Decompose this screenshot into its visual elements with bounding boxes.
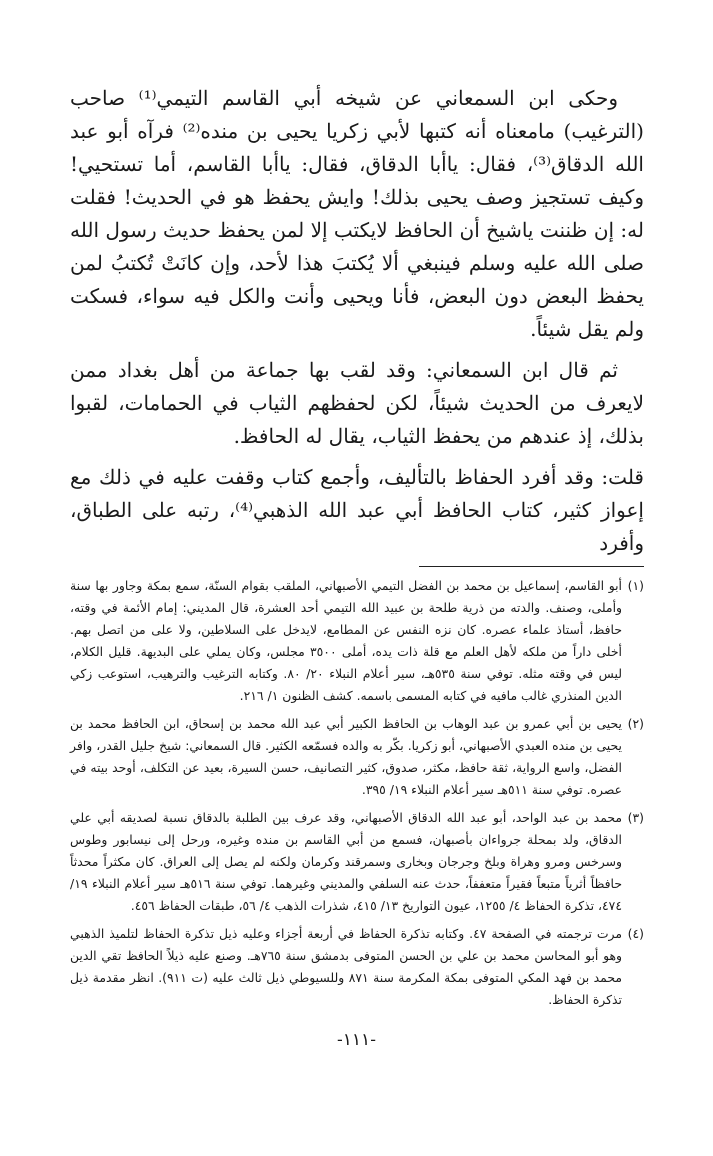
body-paragraph-1: وحكى ابن السمعاني عن شيخه أبي القاسم التيمي⁽¹⁾ صاحب (الترغيب) مامعناه أنه كتبها لأبي زكريا يحيى بن منده⁽²⁾ فرآه أبو عبد الله الدقاق⁽³⁾، فقال: ياأبا الدقاق، فقال: ياأبا القاسم، أما تستحيي! وكيف تستجيز وصف يحيى بذلك! وايش يحفظ هو في الحديث! فقلت له: إن ظننت ياشيخ أن الحافظ لايكتب إلا لمن يحفظ حديث رسول الله صلى الله عليه وسلم فينبغي ألا يُكتبَ هذا لأحد، وإن كانَتْ تُكتبُ لمن يحفظ البعض دون البعض، فأنا ويحيى وأنت والكل فيه سواء، فسكت ولم يقل شيئاً. [70, 86, 644, 341]
footnote-2 [70, 713, 644, 801]
book-page [70, 82, 644, 1017]
body-paragraph-2: ثم قال ابن السمعاني: وقد لقب بها جماعة من أهل بغداد ممن لايعرف من الحديث شيئاً، لكن لحفظهم الثياب في الحمامات، لقبوا بذلك، إذ عندهم من يحفظ الثياب، يقال له الحافظ. [70, 358, 644, 448]
footnote-4 [70, 923, 644, 1011]
footnote-3 [70, 807, 644, 917]
footnotes [70, 575, 644, 1011]
footnote-text: أبو القاسم، إسماعيل بن محمد بن الفضل التيمي الأصبهاني، الملقب بقوام السنّة، سمع بمكة وجاور بها سنة وأملى، وصنف. والدته من ذرية طلحة بن عبيد الله التيمي أحد العشرة، قال المديني: إمام الأئمة في وقته، حافظ، أستاذ علماء عصره. كان نزه النفس عن المطامع، لايدخل على السلاطين، ولا على من اتصل بهم. أخلى داراً من ملكه لأهل العلم مع قلة ذات يده، أملى ٣٥٠٠ مجلس، وكان يملي على البديهة. قليل الكلام، ليس في وقته مثله. توفي سنة ٥٣٥هـ، سير أعلام النبلاء ٢٠/ ٨٠. وكتابه الترغيب والترهيب، استوعب زكي الدين المنذري غالب مافيه في كتابه المسمى باسمه. كشف الظنون ١/ ٢١٦. [70, 578, 622, 703]
footnote-number: (٤) [627, 926, 644, 941]
footnote-number: (٣) [627, 810, 644, 825]
footnote-1 [70, 575, 644, 707]
page-number: -١١١- [337, 1030, 376, 1050]
footnote-separator [419, 566, 644, 567]
footnote-number: (١) [627, 578, 644, 593]
footnote-text: يحيى بن أبي عمرو بن عبد الوهاب بن الحافظ الكبير أبي عبد الله محمد بن إسحاق، ابن الحافظ محمد بن يحيى بن منده العبدي الأصبهاني، أبو زكريا. بكّر به والده فسمّعه الكثير. قال السمعاني: شيخ جليل القدر، وافر الفضل، واسع الرواية، ثقة حافظ، مكثر، صدوق، كثير التصانيف، حسن السيرة، بعيد عن التكلف، أوحد بيته في عصره. توفي سنة ٥١١هـ سير أعلام النبلاء ١٩/ ٣٩٥. [70, 716, 622, 797]
body-paragraph-3: قلت: وقد أفرد الحفاظ بالتأليف، وأجمع كتاب وقفت عليه في ذلك مع إعواز كثير، كتاب الحافظ أبي عبد الله الذهبي⁽⁴⁾، رتبه على الطباق، وأفرد [70, 465, 644, 555]
main-text [70, 82, 644, 560]
footnote-text: محمد بن عبد الواحد، أبو عبد الله الدقاق الأصبهاني، وقد عرف بين الطلبة بالدقاق نسبة لصديقه أبي علي الدقاق، ولد بمحلة جرواءان بأصبهان، فسمع من أبي القاسم بن منده وغيره، ورحل إلى نيسابور وطوس وسرخس ومرو وهراة وبلخ وجرجان وبخارى وسمرقند وكرمان ولكنه لم يصل إلى العراق. كان مكثراً محدثاً حافظاً أثرياً متبعاً فقيراً متعففاً، حدث عنه السلفي والمديني وغيرهما. توفي سنة ٥١٦هـ سير أعلام النبلاء ١٩/ ٤٧٤، تذكرة الحفاظ ٤/ ١٢٥٥، عيون التواريخ ١٣/ ٤١٥، شذرات الذهب ٤/ ٥٦، طبقات الحفاظ ٤٥٦. [70, 810, 622, 913]
footnote-text: مرت ترجمته في الصفحة ٤٧. وكتابه تذكرة الحفاظ في أربعة أجزاء وعليه ذيل تذكرة الحفاظ لتلميذ الذهبي وهو أبو المحاسن محمد بن علي بن الحسن المتوفى بدمشق سنة ٧٦٥هـ. وصنع عليه ذيلاً الحافظ تقي الدين محمد بن فهد المكي المتوفى بمكة المكرمة سنة ٨٧١ وللسيوطي ذيل ثالث عليه (ت ٩١١). انظر مقدمة ذيل تذكرة الحفاظ. [70, 926, 622, 1007]
footnote-number: (٢) [627, 716, 644, 731]
